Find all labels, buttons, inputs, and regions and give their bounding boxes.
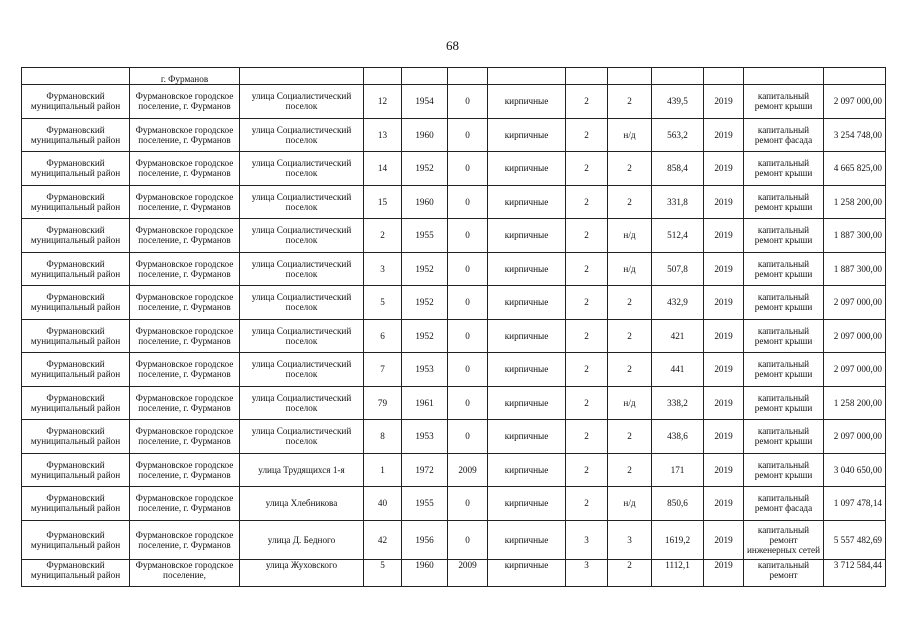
table-row xyxy=(22,252,886,286)
cell-walls: кирпичные xyxy=(488,185,566,219)
cell-district: Фурмановский муниципальный район xyxy=(22,487,130,521)
cell-street: улица Социалистический поселок xyxy=(240,219,364,253)
cell-plan-year: 2019 xyxy=(704,286,744,320)
cell-area: 439,5 xyxy=(652,85,704,119)
cell-cost: 1 097 478,14 xyxy=(824,487,886,521)
cell-house: 8 xyxy=(364,420,402,454)
cell-settlement: Фурмановское городское поселение, г. Фурманов xyxy=(130,520,240,559)
cell-house: 2 xyxy=(364,219,402,253)
cell-street: улица Социалистический поселок xyxy=(240,319,364,353)
cell-district: Фурмановский муниципальный район xyxy=(22,118,130,152)
cell-street: улица Жуховского xyxy=(240,559,364,586)
cell-year-built: 1955 xyxy=(402,219,448,253)
cell-plan-year: 2019 xyxy=(704,559,744,586)
cell-area: 1619,2 xyxy=(652,520,704,559)
cell-house: 6 xyxy=(364,319,402,353)
cell-walls: кирпичные xyxy=(488,286,566,320)
cell-plan-year: 2019 xyxy=(704,420,744,454)
cell-area: 338,2 xyxy=(652,386,704,420)
cell-walls: кирпичные xyxy=(488,319,566,353)
cell-settlement: Фурмановское городское поселение, г. Фурманов xyxy=(130,353,240,387)
cell-area: 563,2 xyxy=(652,118,704,152)
cell-plan-year xyxy=(704,68,744,85)
table-row xyxy=(22,487,886,521)
cell-area: 507,8 xyxy=(652,252,704,286)
cell-work-type: капитальный ремонт фасада xyxy=(744,118,824,152)
cell-floors-min: 2 xyxy=(608,185,652,219)
cell-settlement: Фурмановское городское поселение, г. Фурманов xyxy=(130,487,240,521)
cell-year-overhaul: 0 xyxy=(448,118,488,152)
cell-floors-min: н/д xyxy=(608,219,652,253)
cell-street: улица Хлебникова xyxy=(240,487,364,521)
housing-repair-table xyxy=(21,67,886,587)
cell-house: 3 xyxy=(364,252,402,286)
cell-year-built: 1952 xyxy=(402,319,448,353)
cell-floors-max: 2 xyxy=(566,118,608,152)
cell-settlement: Фурмановское городское поселение, xyxy=(130,559,240,586)
table-row xyxy=(22,152,886,186)
cell-house: 40 xyxy=(364,487,402,521)
cell-settlement: Фурмановское городское поселение, г. Фурманов xyxy=(130,420,240,454)
cell-settlement: Фурмановское городское поселение, г. Фурманов xyxy=(130,453,240,487)
cell-floors-min: 2 xyxy=(608,559,652,586)
page-number: 68 xyxy=(446,38,459,53)
cell-cost xyxy=(824,68,886,85)
cell-year-built: 1960 xyxy=(402,185,448,219)
cell-work-type: капитальный ремонт крыши xyxy=(744,286,824,320)
cell-year-built xyxy=(402,68,448,85)
cell-area: 512,4 xyxy=(652,219,704,253)
cell-work-type: капитальный ремонт крыши xyxy=(744,319,824,353)
cell-floors-max: 2 xyxy=(566,420,608,454)
cell-work-type: капитальный ремонт фасада xyxy=(744,487,824,521)
cell-street: улица Социалистический поселок xyxy=(240,286,364,320)
cell-plan-year: 2019 xyxy=(704,219,744,253)
cell-walls: кирпичные xyxy=(488,420,566,454)
table-row xyxy=(22,420,886,454)
cell-area: 441 xyxy=(652,353,704,387)
cell-plan-year: 2019 xyxy=(704,152,744,186)
table-row xyxy=(22,85,886,119)
cell-walls xyxy=(488,68,566,85)
cell-year-overhaul: 0 xyxy=(448,219,488,253)
cell-cost: 2 097 000,00 xyxy=(824,353,886,387)
cell-floors-max: 2 xyxy=(566,152,608,186)
cell-year-built: 1972 xyxy=(402,453,448,487)
cell-year-built: 1961 xyxy=(402,386,448,420)
cell-district: Фурмановский муниципальный район xyxy=(22,252,130,286)
cell-house xyxy=(364,68,402,85)
cell-floors-min: 3 xyxy=(608,520,652,559)
cell-cost: 4 665 825,00 xyxy=(824,152,886,186)
cell-year-overhaul: 2009 xyxy=(448,453,488,487)
cell-house: 12 xyxy=(364,85,402,119)
cell-street: улица Социалистический поселок xyxy=(240,353,364,387)
cell-plan-year: 2019 xyxy=(704,252,744,286)
table-row xyxy=(22,559,886,586)
cell-work-type: капитальный ремонт инженерных сетей xyxy=(744,520,824,559)
cell-year-built: 1952 xyxy=(402,252,448,286)
cell-floors-min: н/д xyxy=(608,487,652,521)
cell-year-built: 1954 xyxy=(402,85,448,119)
cell-work-type: капитальный ремонт крыши xyxy=(744,386,824,420)
cell-settlement: Фурмановское городское поселение, г. Фурманов xyxy=(130,219,240,253)
table-row xyxy=(22,319,886,353)
cell-floors-min: 2 xyxy=(608,286,652,320)
cell-walls: кирпичные xyxy=(488,386,566,420)
cell-year-built: 1952 xyxy=(402,152,448,186)
cell-street: улица Социалистический поселок xyxy=(240,420,364,454)
cell-area: 850,6 xyxy=(652,487,704,521)
cell-year-built: 1952 xyxy=(402,286,448,320)
table-row xyxy=(22,453,886,487)
cell-settlement: Фурмановское городское поселение, г. Фурманов xyxy=(130,286,240,320)
table-row xyxy=(22,286,886,320)
cell-work-type: капитальный ремонт xyxy=(744,559,824,586)
cell-walls: кирпичные xyxy=(488,353,566,387)
table-row xyxy=(22,386,886,420)
cell-settlement: Фурмановское городское поселение, г. Фурманов xyxy=(130,252,240,286)
cell-year-built: 1953 xyxy=(402,353,448,387)
cell-plan-year: 2019 xyxy=(704,319,744,353)
cell-year-overhaul: 0 xyxy=(448,286,488,320)
cell-work-type: капитальный ремонт крыши xyxy=(744,219,824,253)
cell-cost: 3 254 748,00 xyxy=(824,118,886,152)
cell-plan-year: 2019 xyxy=(704,453,744,487)
cell-cost: 3 040 650,00 xyxy=(824,453,886,487)
table-row-continued xyxy=(22,68,886,85)
cell-plan-year: 2019 xyxy=(704,85,744,119)
cell-year-overhaul xyxy=(448,68,488,85)
cell-street: улица Социалистический поселок xyxy=(240,252,364,286)
cell-district xyxy=(22,68,130,85)
cell-plan-year: 2019 xyxy=(704,487,744,521)
cell-district: Фурмановский муниципальный район xyxy=(22,152,130,186)
cell-floors-min: 2 xyxy=(608,319,652,353)
cell-walls: кирпичные xyxy=(488,219,566,253)
cell-floors-max: 3 xyxy=(566,559,608,586)
cell-district: Фурмановский муниципальный район xyxy=(22,319,130,353)
cell-settlement: Фурмановское городское поселение, г. Фурманов xyxy=(130,118,240,152)
cell-floors-min: н/д xyxy=(608,252,652,286)
cell-year-overhaul: 0 xyxy=(448,520,488,559)
cell-area: 858,4 xyxy=(652,152,704,186)
cell-plan-year: 2019 xyxy=(704,185,744,219)
cell-district: Фурмановский муниципальный район xyxy=(22,219,130,253)
cell-street: улица Социалистический поселок xyxy=(240,152,364,186)
cell-floors-min: н/д xyxy=(608,118,652,152)
table-row xyxy=(22,520,886,559)
cell-work-type: капитальный ремонт крыши xyxy=(744,420,824,454)
cell-district: Фурмановский муниципальный район xyxy=(22,185,130,219)
cell-cost: 2 097 000,00 xyxy=(824,286,886,320)
cell-year-overhaul: 0 xyxy=(448,353,488,387)
cell-year-overhaul: 2009 xyxy=(448,559,488,586)
cell-area: 1112,1 xyxy=(652,559,704,586)
cell-district: Фурмановский муниципальный район xyxy=(22,420,130,454)
cell-area xyxy=(652,68,704,85)
cell-year-overhaul: 0 xyxy=(448,185,488,219)
cell-floors-max: 2 xyxy=(566,286,608,320)
cell-work-type xyxy=(744,68,824,85)
cell-cost: 1 258 200,00 xyxy=(824,386,886,420)
cell-year-overhaul: 0 xyxy=(448,252,488,286)
cell-work-type: капитальный ремонт крыши xyxy=(744,453,824,487)
cell-house: 1 xyxy=(364,453,402,487)
cell-district: Фурмановский муниципальный район xyxy=(22,453,130,487)
cell-floors-min xyxy=(608,68,652,85)
cell-settlement: Фурмановское городское поселение, г. Фурманов xyxy=(130,152,240,186)
cell-street: улица Социалистический поселок xyxy=(240,85,364,119)
cell-area: 421 xyxy=(652,319,704,353)
cell-plan-year: 2019 xyxy=(704,386,744,420)
cell-house: 15 xyxy=(364,185,402,219)
table-row xyxy=(22,118,886,152)
cell-year-overhaul: 0 xyxy=(448,420,488,454)
cell-plan-year: 2019 xyxy=(704,353,744,387)
table-row xyxy=(22,219,886,253)
cell-settlement: Фурмановское городское поселение, г. Фурманов xyxy=(130,319,240,353)
cell-floors-min: 2 xyxy=(608,453,652,487)
cell-floors-max: 2 xyxy=(566,185,608,219)
cell-floors-max xyxy=(566,68,608,85)
cell-district: Фурмановский муниципальный район xyxy=(22,559,130,586)
cell-floors-min: 2 xyxy=(608,353,652,387)
cell-walls: кирпичные xyxy=(488,152,566,186)
cell-walls: кирпичные xyxy=(488,520,566,559)
cell-floors-min: н/д xyxy=(608,386,652,420)
cell-district: Фурмановский муниципальный район xyxy=(22,520,130,559)
cell-work-type: капитальный ремонт крыши xyxy=(744,353,824,387)
cell-street: улица Социалистический поселок xyxy=(240,386,364,420)
cell-year-overhaul: 0 xyxy=(448,319,488,353)
cell-plan-year: 2019 xyxy=(704,118,744,152)
cell-work-type: капитальный ремонт крыши xyxy=(744,85,824,119)
cell-settlement: г. Фурманов xyxy=(130,68,240,85)
cell-floors-max: 2 xyxy=(566,252,608,286)
table-row xyxy=(22,185,886,219)
cell-floors-max: 3 xyxy=(566,520,608,559)
cell-walls: кирпичные xyxy=(488,85,566,119)
cell-house: 14 xyxy=(364,152,402,186)
cell-floors-max: 2 xyxy=(566,453,608,487)
cell-district: Фурмановский муниципальный район xyxy=(22,353,130,387)
cell-walls: кирпичные xyxy=(488,487,566,521)
cell-house: 7 xyxy=(364,353,402,387)
cell-walls: кирпичные xyxy=(488,118,566,152)
cell-house: 79 xyxy=(364,386,402,420)
cell-year-built: 1953 xyxy=(402,420,448,454)
cell-work-type: капитальный ремонт крыши xyxy=(744,152,824,186)
cell-settlement: Фурмановское городское поселение, г. Фурманов xyxy=(130,85,240,119)
cell-work-type: капитальный ремонт крыши xyxy=(744,252,824,286)
cell-floors-max: 2 xyxy=(566,386,608,420)
cell-cost: 5 557 482,69 xyxy=(824,520,886,559)
cell-floors-max: 2 xyxy=(566,353,608,387)
cell-area: 438,6 xyxy=(652,420,704,454)
cell-house: 5 xyxy=(364,559,402,586)
cell-cost: 1 887 300,00 xyxy=(824,252,886,286)
cell-walls: кирпичные xyxy=(488,252,566,286)
cell-cost: 2 097 000,00 xyxy=(824,420,886,454)
cell-year-built: 1960 xyxy=(402,559,448,586)
cell-street xyxy=(240,68,364,85)
cell-year-overhaul: 0 xyxy=(448,487,488,521)
table-row xyxy=(22,353,886,387)
cell-settlement: Фурмановское городское поселение, г. Фурманов xyxy=(130,386,240,420)
cell-floors-max: 2 xyxy=(566,319,608,353)
cell-year-built: 1955 xyxy=(402,487,448,521)
cell-area: 432,9 xyxy=(652,286,704,320)
cell-street: улица Д. Бедного xyxy=(240,520,364,559)
cell-floors-min: 2 xyxy=(608,85,652,119)
cell-floors-min: 2 xyxy=(608,420,652,454)
cell-year-built: 1960 xyxy=(402,118,448,152)
cell-floors-max: 2 xyxy=(566,219,608,253)
cell-year-overhaul: 0 xyxy=(448,85,488,119)
cell-district: Фурмановский муниципальный район xyxy=(22,286,130,320)
cell-walls: кирпичные xyxy=(488,559,566,586)
cell-house: 13 xyxy=(364,118,402,152)
cell-street: улица Социалистический поселок xyxy=(240,118,364,152)
cell-year-built: 1956 xyxy=(402,520,448,559)
cell-floors-min: 2 xyxy=(608,152,652,186)
cell-district: Фурмановский муниципальный район xyxy=(22,386,130,420)
cell-house: 5 xyxy=(364,286,402,320)
cell-walls: кирпичные xyxy=(488,453,566,487)
cell-cost: 2 097 000,00 xyxy=(824,85,886,119)
cell-cost: 1 887 300,00 xyxy=(824,219,886,253)
cell-street: улица Социалистический поселок xyxy=(240,185,364,219)
cell-year-overhaul: 0 xyxy=(448,152,488,186)
cell-floors-max: 2 xyxy=(566,85,608,119)
cell-cost: 1 258 200,00 xyxy=(824,185,886,219)
cell-street: улица Трудящихся 1-я xyxy=(240,453,364,487)
cell-year-overhaul: 0 xyxy=(448,386,488,420)
cell-plan-year: 2019 xyxy=(704,520,744,559)
cell-district: Фурмановский муниципальный район xyxy=(22,85,130,119)
table-body xyxy=(22,68,886,587)
cell-settlement: Фурмановское городское поселение, г. Фурманов xyxy=(130,185,240,219)
cell-work-type: капитальный ремонт крыши xyxy=(744,185,824,219)
cell-house: 42 xyxy=(364,520,402,559)
cell-cost: 3 712 584,44 xyxy=(824,559,886,586)
cell-area: 331,8 xyxy=(652,185,704,219)
cell-area: 171 xyxy=(652,453,704,487)
cell-floors-max: 2 xyxy=(566,487,608,521)
cell-cost: 2 097 000,00 xyxy=(824,319,886,353)
